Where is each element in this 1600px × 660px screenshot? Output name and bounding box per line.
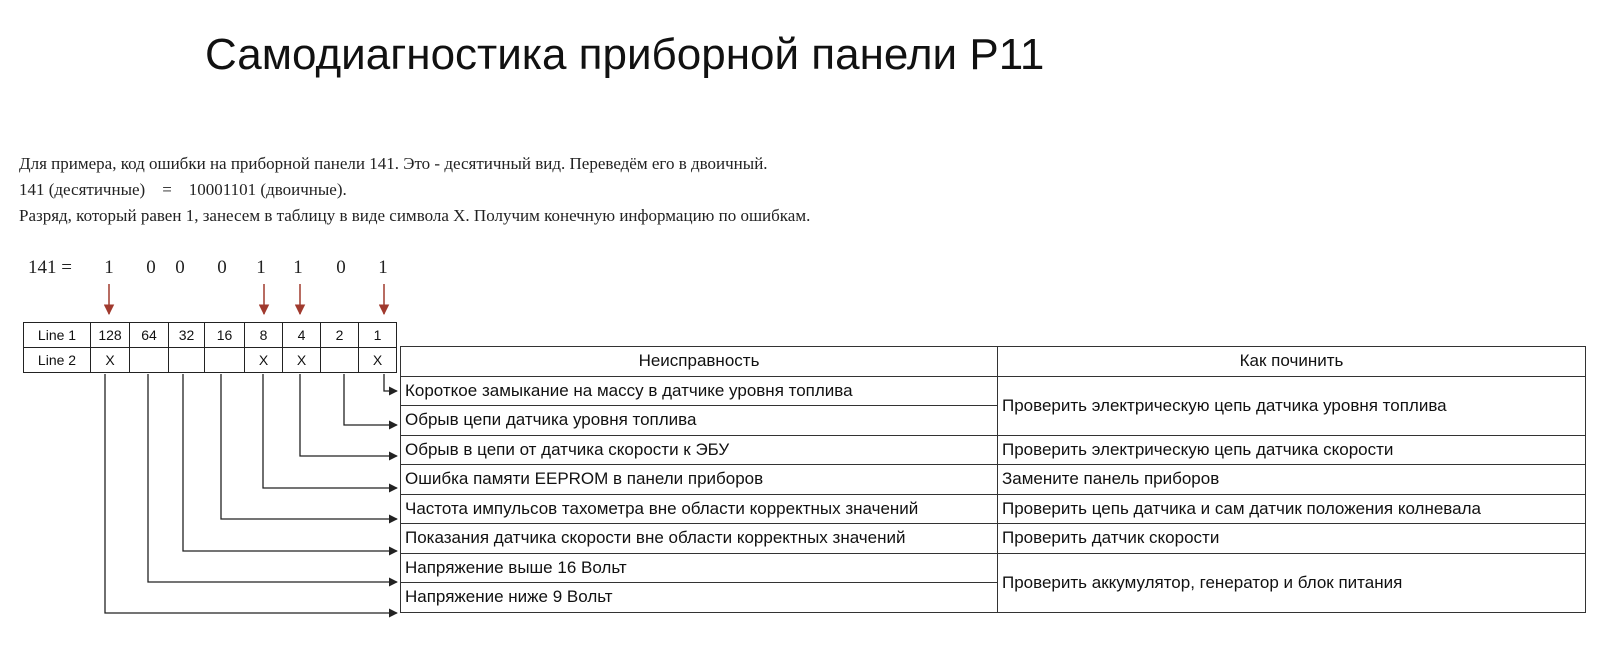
header-fault: Неисправность	[401, 347, 998, 377]
fault-cell: Напряжение выше 16 Вольт	[401, 553, 998, 583]
line1-label: Line 1	[24, 323, 91, 348]
bit-weight: 32	[169, 323, 205, 348]
fix-cell: Замените панель приборов	[998, 465, 1586, 495]
line2-label: Line 2	[24, 348, 91, 373]
binary-digit: 0	[175, 257, 185, 278]
fault-cell: Обрыв в цепи от датчика скорости к ЭБУ	[401, 435, 998, 465]
fault-cell: Обрыв цепи датчика уровня топлива	[401, 406, 998, 436]
binary-digit: 1	[256, 257, 266, 278]
binary-digit: 1	[104, 257, 114, 278]
connector-bit-2	[344, 374, 397, 425]
fault-cell: Напряжение ниже 9 Вольт	[401, 583, 998, 613]
bit-weight: 2	[321, 323, 359, 348]
bit-weight: 4	[283, 323, 321, 348]
binary-digit: 0	[336, 257, 346, 278]
header-fix: Как починить	[998, 347, 1586, 377]
intro-line-1: Для примера, код ошибки на приборной панели 141. Это - десятичный вид. Переведём его в двоичный.	[19, 154, 768, 173]
connector-bit-1	[384, 374, 397, 391]
fix-cell: Проверить датчик скорости	[998, 524, 1586, 554]
bit-mark: X	[359, 348, 397, 373]
connector-bit-16	[221, 374, 397, 519]
fault-cell: Короткое замыкание на массу в датчике уровня топлива	[401, 376, 998, 406]
fix-cell: Проверить аккумулятор, генератор и блок питания	[998, 553, 1586, 612]
page-title: Самодиагностика приборной панели P11	[205, 30, 1045, 79]
bit-mark: X	[283, 348, 321, 373]
binary-digit: 1	[293, 257, 303, 278]
bit-weight: 64	[130, 323, 169, 348]
bit-weight: 128	[91, 323, 130, 348]
connector-bit-8	[263, 374, 397, 488]
intro-line-3: Разряд, который равен 1, занесем в таблицу в виде символа Х. Получим конечную информацию по ошибкам.	[19, 206, 811, 225]
bit-mark: X	[245, 348, 283, 373]
fault-cell: Частота импульсов тахометра вне области корректных значений	[401, 494, 998, 524]
fix-cell: Проверить электрическую цепь датчика уровня топлива	[998, 376, 1586, 435]
connector-bit-4	[300, 374, 397, 456]
binary-digit: 0	[217, 257, 227, 278]
bit-mark: X	[91, 348, 130, 373]
connector-bit-32	[183, 374, 397, 551]
fix-cell: Проверить электрическую цепь датчика скорости	[998, 435, 1586, 465]
connector-bit-128	[105, 374, 397, 613]
bit-weight: 8	[245, 323, 283, 348]
code-label: 141 =	[28, 257, 72, 278]
intro-line-2: 141 (десятичные) = 10001101 (двоичные).	[19, 180, 347, 199]
binary-digit: 1	[378, 257, 388, 278]
bit-weight: 1	[359, 323, 397, 348]
bit-weight: 16	[205, 323, 245, 348]
fault-cell: Показания датчика скорости вне области корректных значений	[401, 524, 998, 554]
fix-cell: Проверить цепь датчика и сам датчик положения колневала	[998, 494, 1586, 524]
binary-digit: 0	[146, 257, 156, 278]
fault-cell: Ошибка памяти EEPROM в панели приборов	[401, 465, 998, 495]
